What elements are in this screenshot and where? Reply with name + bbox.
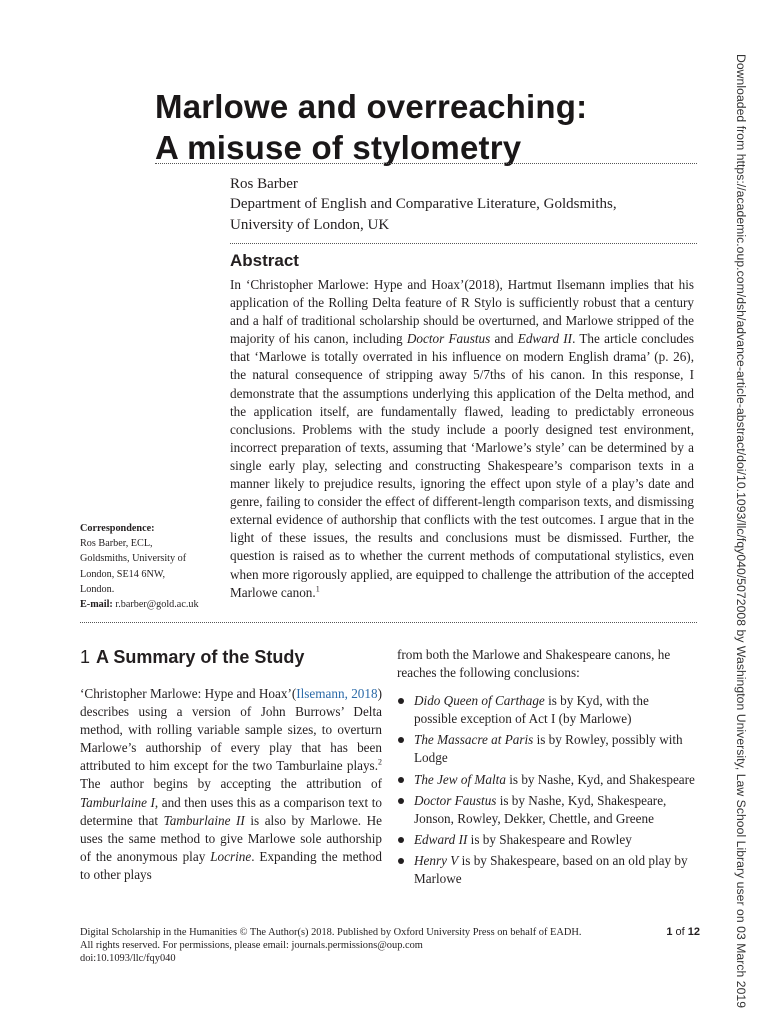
footnote-marker-1[interactable]: 1 xyxy=(315,584,320,594)
list-item xyxy=(397,852,695,888)
abstract-title-faustus: Doctor Faustus xyxy=(406,331,491,347)
title-line-2: A misuse of stylometry xyxy=(155,129,522,166)
bullet-icon xyxy=(398,698,404,704)
list-item-text: is by Nashe, Kyd, Shakespeare, Jonson, Rowley, Dekker, Chettle, and Greene xyxy=(414,792,667,826)
para-text: . Expanding the method to other plays xyxy=(80,848,382,882)
play-title: Tamburlaine I xyxy=(80,794,155,810)
list-item-text: is by Rowley, possibly with Lodge xyxy=(414,732,683,766)
article-title xyxy=(155,86,715,168)
list-item xyxy=(397,692,695,728)
list-item xyxy=(397,771,695,789)
list-item-text: is by Shakespeare, based on an old play by Marlowe xyxy=(414,852,688,887)
permissions-line: All rights reserved. For permissions, please email: journals.permissions@oup.com xyxy=(80,940,423,951)
correspondence-block xyxy=(80,521,225,612)
list-item xyxy=(397,731,695,767)
abstract-text-part: . The article concludes that ‘Marlowe is totally overrated in his influence on modern English drama’ (p. 26), the natural consequence of stripping away 5/7ths of his canon. In this response, I demonstrate that the assumptions underlying this application of the Delta method, and the application itself, are fundamentally flawed, leading to predictably erroneous conclusions. Problems with the study include a poorly designed test environment, incorrect preparation of texts, assuming that ‘Marlowe’s style’ can be determined by a single early play, selecting and constructing Shakespeare’s comparison texts in a manner likely to prejudice results, ignoring the effect upon style of a play’s date and genre, failing to consider the effect of different-length comparison texts, and dismissing external evidence of authorship that conflicts with the test outcomes. I argue that in the light of these issues, the results and conclusions must be dismissed. Further, the question is raised as to whether the current methods of computational stylistics, even when more rigorously applied, are equipped to challenge the attribution of the accepted Marlowe canon. xyxy=(230,331,695,600)
abstract-body xyxy=(230,276,694,602)
page-total: 12 xyxy=(687,926,700,938)
page-of: of xyxy=(675,926,685,938)
abstract-heading: Abstract xyxy=(230,251,299,270)
email-link[interactable]: r.barber@gold.ac.uk xyxy=(115,599,199,611)
section-number: 1 xyxy=(80,647,91,667)
para-text: ‘Christopher Marlowe: Hype and Hoax’( xyxy=(80,686,297,701)
section-heading xyxy=(80,647,382,668)
citation-link-ilsemann[interactable]: Ilsemann, 2018 xyxy=(296,686,378,701)
author-divider xyxy=(230,243,697,244)
correspondence-line: London, SE14 6NW, xyxy=(80,568,166,580)
bullet-icon xyxy=(398,837,404,843)
correspondence-line: London. xyxy=(80,583,115,595)
author-name: Ros Barber xyxy=(230,176,298,192)
list-item-text: is by Kyd, with the possible exception of Act I (by Marlowe) xyxy=(414,693,649,727)
play-title: Edward II xyxy=(414,831,468,847)
page-current: 1 xyxy=(666,926,673,938)
doi-line: doi:10.1093/llc/fqy040 xyxy=(80,953,176,964)
para-text: is also by Marlowe. He uses the same method to give Marlowe sole authorship of the anonymous play xyxy=(80,812,382,864)
list-item xyxy=(397,831,695,849)
page-footer xyxy=(80,926,700,965)
correspondence-email-row xyxy=(80,597,225,612)
para-text: ) describes using a version of John Burrows’ Delta method, with rolling variable sample sizes, to overturn Marlowe’s authorship of every play that has been attributed to him except for the two Tamburlaine plays. xyxy=(80,686,382,774)
para-text: The author begins by accepting the attribution of xyxy=(80,776,382,792)
body-paragraph-continued: from both the Marlowe and Shakespeare canons, he reaches the following conclusions: xyxy=(397,647,671,681)
play-title: Locrine xyxy=(210,848,252,864)
list-item xyxy=(397,792,695,828)
affiliation-line-1: Department of English and Comparative Literature, Goldsmiths, xyxy=(230,196,617,212)
play-title: Tamburlaine II xyxy=(163,812,245,828)
conclusions-list xyxy=(397,692,695,888)
list-item-text: is by Nashe, Kyd, and Shakespeare xyxy=(505,771,695,787)
bullet-icon xyxy=(398,858,404,864)
author-affiliation xyxy=(230,194,700,236)
footnote-marker-2[interactable]: 2 xyxy=(378,757,382,767)
correspondence-line: Ros Barber, ECL, xyxy=(80,538,153,550)
bullet-icon xyxy=(398,777,404,783)
title-line-1: Marlowe and overreaching: xyxy=(155,88,588,125)
body-right-column xyxy=(397,646,695,891)
section-title: A Summary of the Study xyxy=(96,647,305,667)
bullet-icon xyxy=(398,737,404,743)
play-title: The Jew of Malta xyxy=(414,771,506,787)
play-title: Doctor Faustus xyxy=(414,792,497,808)
download-watermark xyxy=(730,54,752,1009)
abstract-text-part: In ‘Christopher Marlowe: Hype and Hoax’(2018), Hartmut Ilsemann implies that his application of the Rolling Delta feature of R Stylo is sufficiently robust that a century and a half of traditional scholarship should be overturned, and Marlowe stripped of the majority of his canon, including xyxy=(230,277,694,347)
journal-copyright: Digital Scholarship in the Humanities © The Author(s) 2018. Published by Oxford University Press on behalf of EADH. xyxy=(80,927,582,938)
correspondence-line: Goldsmiths, University of xyxy=(80,553,187,565)
play-title: Henry V xyxy=(414,852,459,868)
affiliation-line-2: University of London, UK xyxy=(230,217,390,233)
email-label: E-mail: xyxy=(80,599,113,611)
play-title: Dido Queen of Carthage xyxy=(414,693,545,709)
abstract-title-edward: Edward II xyxy=(517,331,573,347)
footer-row xyxy=(80,926,700,939)
bullet-icon xyxy=(398,798,404,804)
play-title: The Massacre at Paris xyxy=(414,732,534,748)
body-left-column xyxy=(80,647,382,884)
body-paragraph xyxy=(80,685,382,884)
para-text: , and then uses this as a comparison text to determine that xyxy=(80,794,382,828)
correspondence-label: Correspondence: xyxy=(80,523,155,534)
title-divider xyxy=(155,163,697,164)
abstract-divider xyxy=(80,622,697,623)
download-note: Downloaded from https://academic.oup.com/dsh/advance-article-abstract/doi/10.1093/llc/fqy040/5072008 by Washington University, Law School Library user on 03 March 2019 xyxy=(734,54,748,1009)
abstract-text-part: and xyxy=(490,331,518,347)
author-block xyxy=(230,174,700,236)
list-item-text: is by Shakespeare and Rowley xyxy=(467,831,632,847)
page-number xyxy=(666,926,700,939)
